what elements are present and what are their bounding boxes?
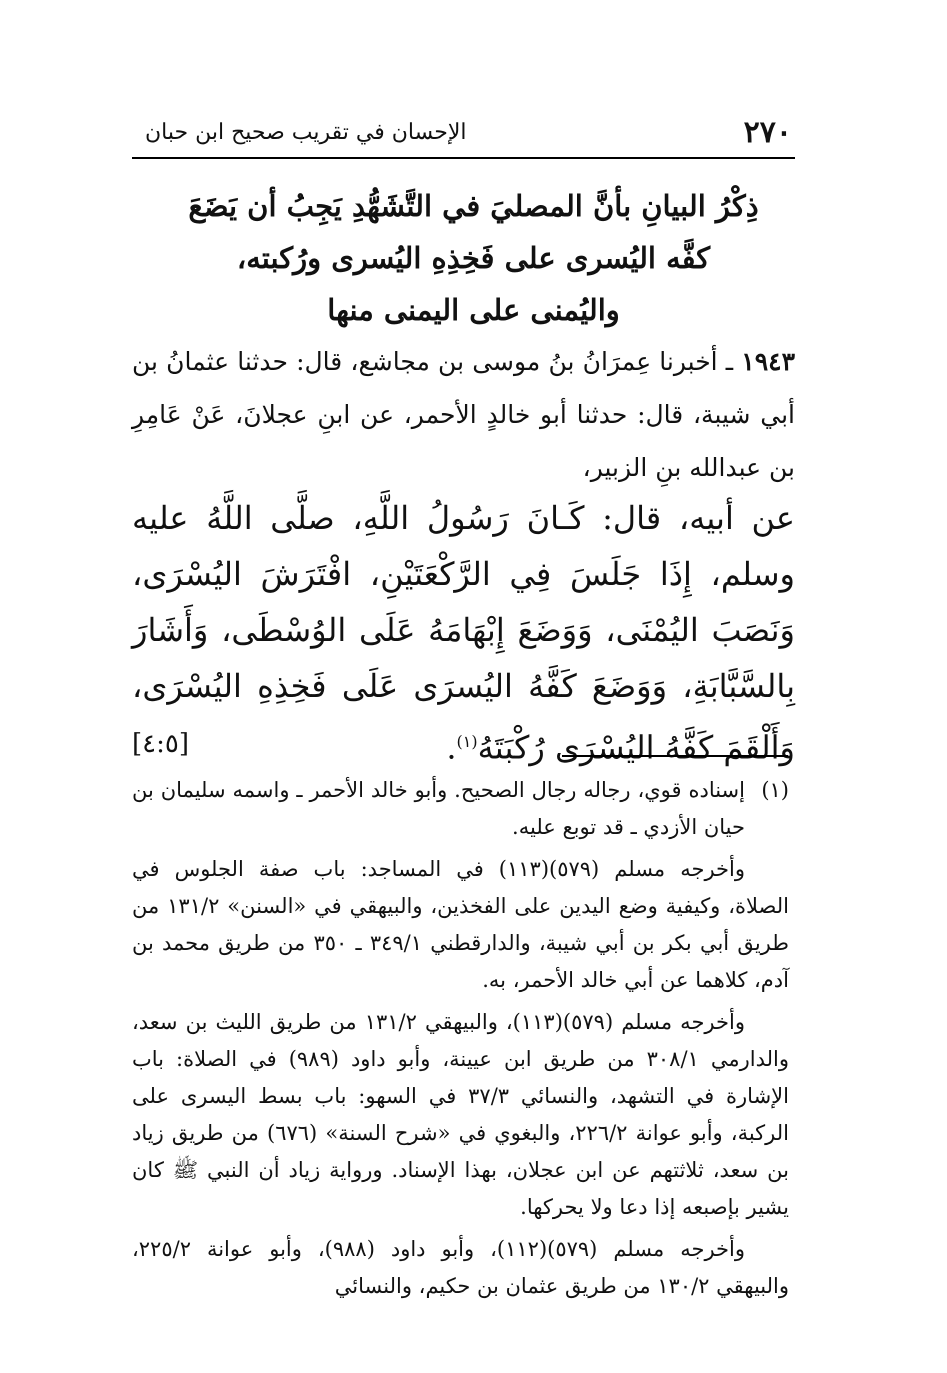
- footnote-text: إسناده قوي، رجاله رجال الصحيح. وأبو خالد الأحمر ـ واسمه سليمان بن حيان الأزدي ـ قد توبع عليه.: [132, 778, 745, 839]
- book-title: الإحسان في تقريب صحيح ابن حبان: [145, 119, 467, 145]
- footnotes: [132, 772, 789, 1310]
- footnote-number: (١): [761, 778, 789, 802]
- page-number: ٢٧٠: [743, 114, 792, 150]
- matn-text: عن أبيه، قال: كَـانَ رَسُولُ اللَّهِ، صلَّى اللَّهُ عليه وسلم، إِذَا جَلَسَ فِي الرَّكْعَتَيْنِ، افْتَرَشَ اليُسْرَى، وَنَصَبَ اليُمْنَى، وَوَضَعَ إِبْهَامَهُ عَلَى الوُسْطَى، وَأَشَارَ بِالسَّبَّابَةِ، وَوَضَعَ كَفَّهُ اليُسرَى عَلَى فَخِذِهِ اليُسْرَى، وَأَلْقَمَ كَفَّهُ اليُسْرَى رُكْبَتَهُ: [132, 499, 795, 767]
- running-header: [145, 112, 792, 152]
- footnote-marker: (١): [456, 732, 478, 751]
- chapter-title-line: كفَّه اليُسرى على فَخِذِهِ اليُسرى ورُكبته،: [236, 241, 711, 275]
- chapter-title-line: ذِكْرُ البيانِ بأنَّ المصليَ في التَّشَهُّدِ يَجِبُ أن يَضَعَ: [188, 189, 759, 223]
- header-rule: [132, 157, 795, 159]
- footnote-paragraph: وأخرجه مسلم (٥٧٩)(١١٣) في المساجد: باب صفة الجلوس في الصلاة، وكيفية وضع اليدين على الفخذين، والبيهقي في «السنن» ١٣١/٢ من طريق أبي بكر بن أبي شيبة، والدارقطني ٣٤٩/١ ـ ٣٥٠ من طريق محمد بن آدم، كلاهما عن أبي خالد الأحمر، به.: [132, 857, 789, 992]
- hadith-number: ١٩٤٣: [741, 347, 795, 376]
- hadith-reference: [٤:٥]: [132, 729, 190, 759]
- footnote-paragraph: [132, 772, 789, 846]
- chapter-title-line: واليُمنى على اليمنى منها: [327, 293, 620, 327]
- isnad-text: ـ أخبرنا عِمرَانُ بنُ موسى بن مجاشع، قال: حدثنا عثمانُ بن أبي شيبة، قال: حدثنا أبو خالدٍ الأحمر، عن ابنِ عجلانَ، عَنْ عَامِرِ بن عبدالله بنِ الزبير،: [132, 347, 795, 482]
- footnote-rule: [562, 755, 788, 757]
- hadith-isnad: [132, 335, 795, 494]
- hadith-matn: عن أبيه، قال: كَـانَ رَسُولُ اللَّهِ، صلَّى اللَّهُ عليه وسلم، إِذَا جَلَسَ فِي الرَّكْعَتَيْنِ، افْتَرَشَ اليُسْرَى، وَنَصَبَ اليُمْنَى، وَوَضَعَ إِبْهَامَهُ عَلَى الوُسْطَى، وَأَشَارَ بِالسَّبَّابَةِ، وَوَضَعَ كَفَّهُ اليُسرَى عَلَى فَخِذِهِ اليُسْرَى، وَأَلْقَمَ كَفَّهُ اليُسْرَى رُكْبَتَهُ$^{(١)}$. [٤:٥]: [132, 490, 795, 776]
- footnote-paragraph: وأخرجه مسلم (٥٧٩)(١١٣)، والبيهقي ١٣١/٢ من طريق الليث بن سعد، والدارمي ٣٠٨/١ من طريق ابن عيينة، وأبو داود (٩٨٩) في الصلاة: باب الإشارة في التشهد، والنسائي ٣٧/٣ في السهو: باب بسط اليسرى على الركبة، وأبو عوانة ٢٢٦/٢، والبغوي في «شرح السنة» (٦٧٦) من طريق زياد بن سعد، ثلاثتهم عن ابن عجلان، بهذا الإسناد. ورواية زياد أن النبي ﷺ كان يشير بإصبعه إذا دعا ولا يحركها.: [132, 1010, 790, 1219]
- chapter-title: [180, 180, 767, 336]
- footnote-paragraph: وأخرجه مسلم (٥٧٩)(١١٢)، وأبو داود (٩٨٨)، وأبو عوانة ٢٢٥/٢، والبيهقي ١٣٠/٢ من طريق عثمان بن حكيم، والنسائي: [132, 1237, 789, 1298]
